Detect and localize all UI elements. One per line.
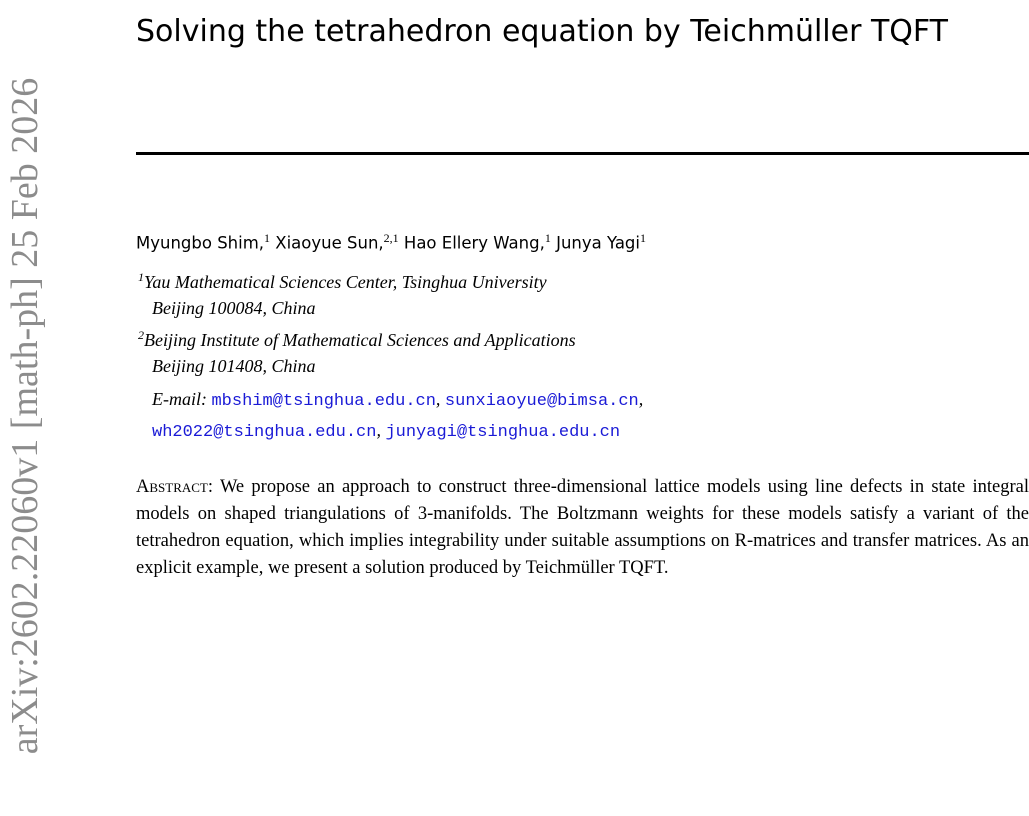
author: Myungbo Shim, xyxy=(136,233,265,253)
email-line: wh2022@tsinghua.edu.cn, junyagi@tsinghua.edu.cn xyxy=(152,420,621,442)
author: Xiaoyue Sun, xyxy=(275,233,384,253)
affiliation-number: 2 xyxy=(138,328,144,342)
author: Hao Ellery Wang, xyxy=(403,233,545,253)
author-affiliation-mark: 1 xyxy=(544,231,551,245)
title-rule xyxy=(136,152,1029,155)
abstract-text: We propose an approach to construct three-dimensional lattice models using line defects in state integral models on shaped triangulations of 3-manifolds. The Boltzmann weights for these models satisfy a variant of the tetrahedron equation, which implies integrability under suitable assumptions on R-matrices and transfer matrices. As an explicit example, we present a solution produced by Teichmüller TQFT. xyxy=(136,477,1029,578)
email-link[interactable]: wh2022@tsinghua.edu.cn xyxy=(152,423,377,442)
author-list xyxy=(136,231,646,253)
author-affiliation-mark: 1 xyxy=(264,231,271,245)
affiliation-name: Yau Mathematical Sciences Center, Tsinghua University xyxy=(144,272,547,292)
affiliation-2-address: Beijing 101408, China xyxy=(152,356,316,376)
author-affiliation-mark: 2,1 xyxy=(383,231,399,245)
abstract xyxy=(136,474,1029,582)
author-affiliation-mark: 1 xyxy=(640,231,646,245)
email-link[interactable]: mbshim@tsinghua.edu.cn xyxy=(211,392,436,411)
affiliation-name: Beijing Institute of Mathematical Sciences and Applications xyxy=(144,330,576,350)
affiliation-number: 1 xyxy=(138,270,144,284)
email-line: E-mail: mbshim@tsinghua.edu.cn, sunxiaoyue@bimsa.cn, xyxy=(152,389,644,411)
abstract-label: Abstract: xyxy=(136,477,214,497)
affiliation-1-address: Beijing 100084, China xyxy=(152,298,316,318)
paper-title: Solving the tetrahedron equation by Teichmüller TQFT xyxy=(136,14,948,49)
affiliation-1 xyxy=(138,270,547,293)
affiliation-2 xyxy=(138,328,576,351)
email-link[interactable]: sunxiaoyue@bimsa.cn xyxy=(444,392,639,411)
email-link[interactable]: junyagi@tsinghua.edu.cn xyxy=(385,423,621,442)
arxiv-stamp: arXiv:2602.22060v1 [math-ph] 25 Feb 2026 xyxy=(4,77,46,755)
email-label: E-mail: xyxy=(152,389,207,409)
author: Junya Yagi xyxy=(556,233,640,253)
